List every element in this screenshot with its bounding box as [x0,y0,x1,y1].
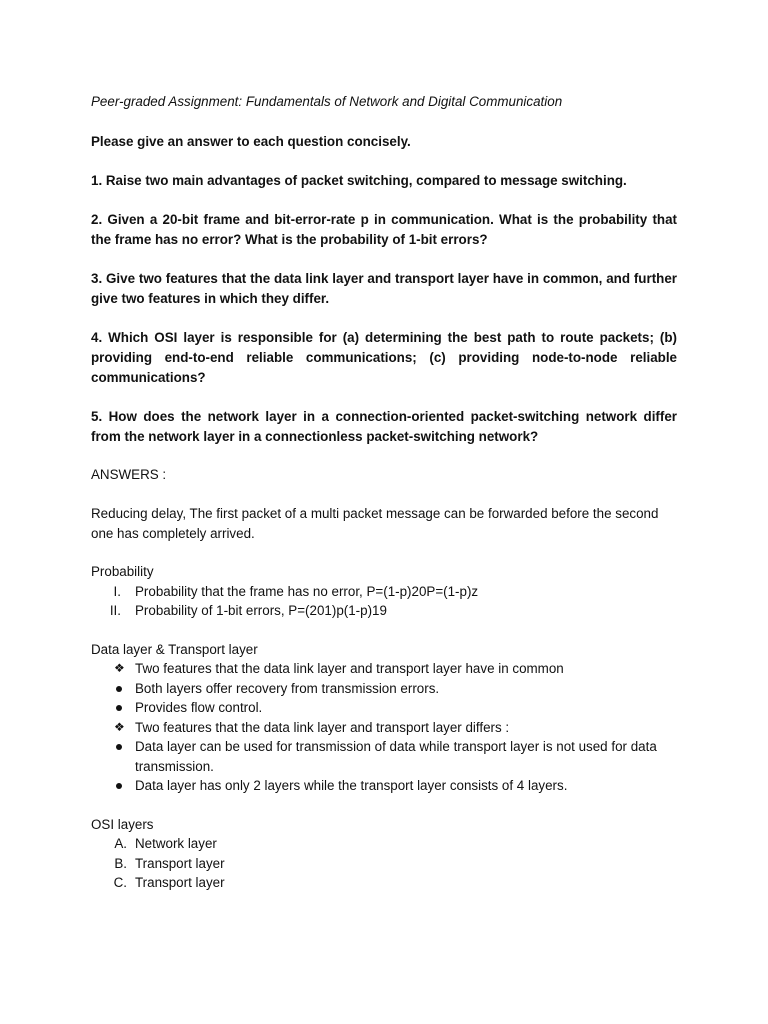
list-item [91,737,677,776]
list-item [91,873,677,893]
list-item [91,776,677,796]
list-item-text: Both layers offer recovery from transmission errors. [135,680,440,696]
roman-numeral-marker: II. [109,603,121,618]
probability-heading: Probability [91,564,154,579]
list-item [91,679,677,699]
osi-list [91,834,677,893]
document-title: Peer-graded Assignment: Fundamentals of Network and Digital Communication [91,94,563,109]
list-item-text: Transport layer [135,875,225,890]
question-2: 2. Given a 20-bit frame and bit-error-rate p in communication. What is the probability that the frame has no error? What is the probability of 1-bit errors? [91,212,677,247]
diamond-bullet-icon: ❖ [114,719,125,734]
letter-marker: C. [113,875,127,890]
letter-marker: A. [114,836,127,851]
list-item-text: Probability that the frame has no error, P=(1-p)20P=(1-p)z [135,583,479,599]
question-5: 5. How does the network layer in a connection-oriented packet-switching network differ from the network layer in a connectionless packet-switching network? [91,409,677,444]
list-item [91,854,677,874]
layers-list [91,659,677,796]
answers-heading: ANSWERS : [91,467,167,482]
probability-list [91,582,677,621]
question-3: 3. Give two features that the data link layer and transport layer have in common, and further give two features in which they differ. [91,271,677,306]
list-item [91,718,677,738]
list-item [91,582,677,602]
document-content [91,93,677,912]
roman-numeral-marker: I. [113,583,121,599]
list-item-text: Two features that the data link layer and transport layer have in common [135,661,564,676]
diamond-bullet-icon: ❖ [114,661,125,675]
list-item [91,834,677,854]
bullet-dot-icon [116,705,122,711]
layers-heading: Data layer & Transport layer [91,641,258,657]
instructions: Please give an answer to each question concisely. [91,134,411,149]
bullet-dot-icon [116,783,122,789]
bullet-dot-icon [116,744,122,750]
bullet-dot-icon [116,686,122,692]
question-1: 1. Raise two main advantages of packet switching, compared to message switching. [91,173,627,188]
list-item-text: Network layer [135,836,217,851]
list-item-text: Provides flow control. [135,700,263,715]
list-item-text: Two features that the data link layer and transport layer differs : [135,719,510,735]
list-item [91,698,677,718]
question-4: 4. Which OSI layer is responsible for (a) determining the best path to route packets; (b) providing end-to-end reliable communications; (c) providing node-to-node reliable communications? [91,330,677,385]
list-item-text: Data layer can be used for transmission of data while transport layer is not used for data transmission. [135,739,657,774]
list-item-text: Probability of 1-bit errors, P=(201)p(1-p)19 [135,603,387,618]
answer-1: Reducing delay, The first packet of a multi packet message can be forwarded before the second one has completely arrived. [91,506,659,541]
letter-marker: B. [114,855,127,871]
list-item-text: Transport layer [135,855,225,871]
list-item-text: Data layer has only 2 layers while the transport layer consists of 4 layers. [135,778,568,793]
list-item [91,659,677,679]
list-item [91,601,677,621]
osi-heading: OSI layers [91,816,154,832]
